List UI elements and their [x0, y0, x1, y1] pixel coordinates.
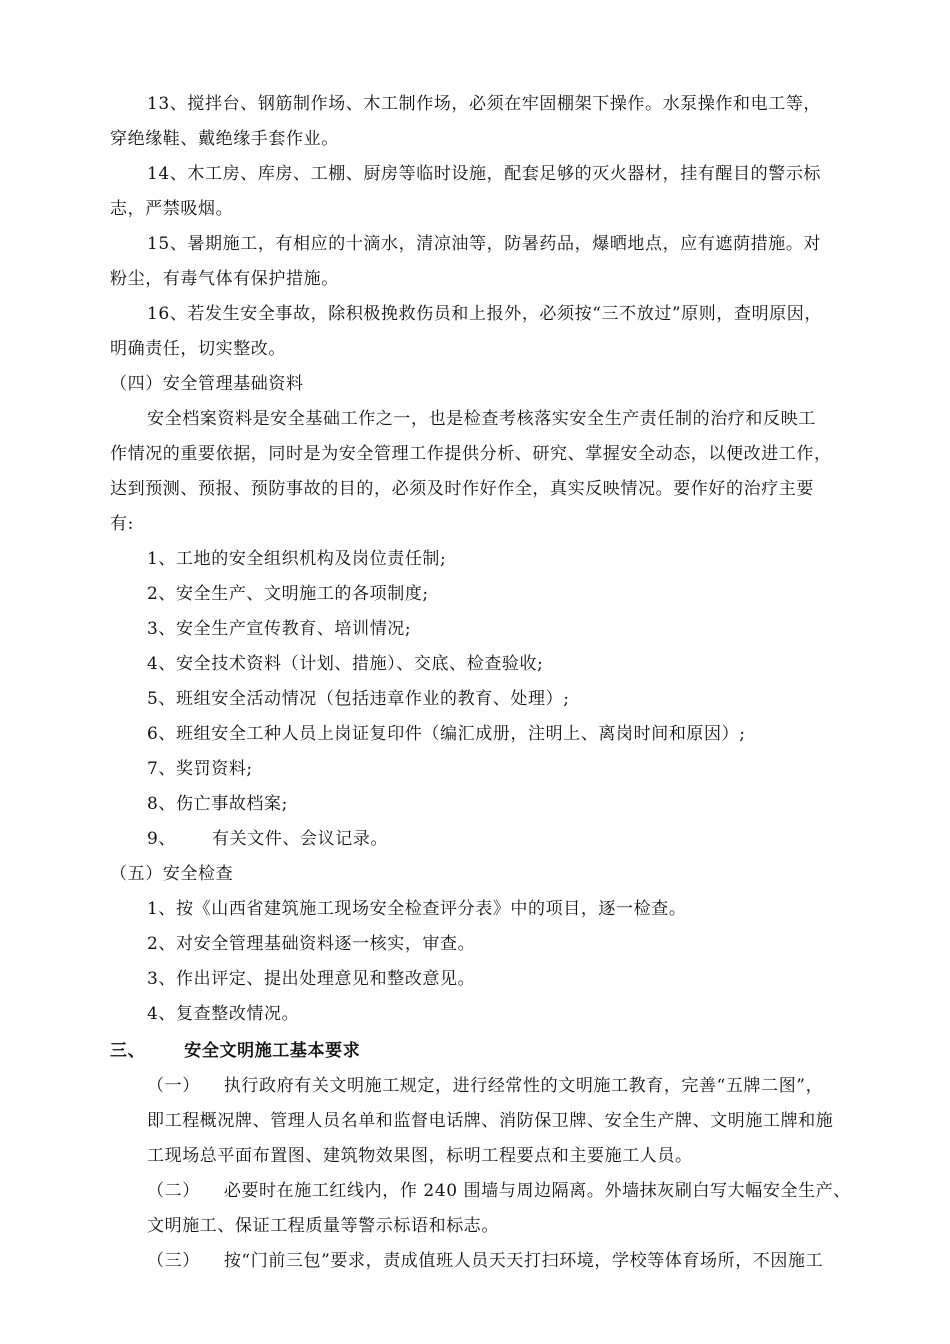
section-heading-4: （四）安全管理基础资料 [110, 374, 304, 394]
item-13-line-2: 穿绝缘鞋、戴绝缘手套作业。 [110, 129, 339, 149]
item-16-line-2: 明确责任，切实整改。 [110, 339, 286, 359]
paragraph-line: 达到预测、预报、预防事故的目的，必须及时作好作全，真实反映情况。要作好的治疗主要 [110, 479, 814, 499]
list-item: 6、班组安全工种人员上岗证复印件（编汇成册，注明上、离岗时间和原因）; [147, 724, 746, 744]
list-item: 4、复查整改情况。 [147, 1004, 300, 1024]
list-item: 5、班组安全活动情况（包括违章作业的教育、处理）; [147, 689, 570, 709]
requirement-1-line-2: 即工程概况牌、管理人员名单和监督电话牌、消防保卫牌、安全生产牌、文明施工牌和施 [147, 1111, 834, 1131]
list-item: 3、安全生产宣传教育、培训情况; [147, 619, 412, 639]
chapter-heading: 三、 安全文明施工基本要求 [110, 1041, 361, 1061]
requirement-1-line-1: （一） 执行政府有关文明施工规定，进行经常性的文明施工教育，完善“五牌二图”， [147, 1076, 824, 1096]
paragraph-line: 有: [110, 514, 134, 534]
item-14-line-2: 志，严禁吸烟。 [110, 199, 234, 219]
section-heading-5: （五）安全检查 [110, 864, 234, 884]
item-14-line-1: 14、木工房、库房、工棚、厨房等临时设施，配套足够的灭火器材，挂有醒目的警示标 [147, 164, 822, 184]
list-item: 4、安全技术资料（计划、措施）、交底、检查验收; [147, 654, 544, 674]
item-16-line-1: 16、若发生安全事故，除积极挽救伤员和上报外，必须按“三不放过”原则，查明原因， [147, 304, 823, 324]
list-item: 9、 有关文件、会议记录。 [147, 829, 389, 849]
list-item: 1、工地的安全组织机构及岗位责任制; [147, 549, 447, 569]
paragraph-line: 作情况的重要依据，同时是为安全管理工作提供分析、研究、掌握安全动态，以便改进工作， [110, 444, 832, 464]
requirement-3-line-1: （三） 按“门前三包”要求，责成值班人员天天打扫环境，学校等体育场所，不因施工 [147, 1251, 824, 1271]
list-item: 2、对安全管理基础资料逐一核实，审查。 [147, 934, 476, 954]
requirement-2-line-1: （二） 必要时在施工红线内，作 240 围墙与周边隔离。外墙抹灰刷白写大幅安全生产、 [147, 1181, 851, 1201]
requirement-1-line-3: 工现场总平面布置图、建筑物效果图，标明工程要点和主要施工人员。 [147, 1146, 693, 1166]
item-13-line-1: 13、搅拌台、钢筋制作场、木工制作场，必须在牢固棚架下操作。水泵操作和电工等， [147, 94, 822, 114]
list-item: 7、奖罚资料; [147, 759, 253, 779]
item-15-line-1: 15、暑期施工，有相应的十滴水，清凉油等，防暑药品，爆晒地点，应有遮荫措施。对 [147, 234, 822, 254]
list-item: 1、按《山西省建筑施工现场安全检查评分表》中的项目，逐一检查。 [147, 899, 687, 919]
list-item: 2、安全生产、文明施工的各项制度; [147, 584, 429, 604]
item-15-line-2: 粉尘，有毒气体有保护措施。 [110, 269, 339, 289]
paragraph-line: 安全档案资料是安全基础工作之一，也是检查考核落实安全生产责任制的治疗和反映工 [147, 409, 816, 429]
list-item: 3、作出评定、提出处理意见和整改意见。 [147, 969, 476, 989]
list-item: 8、伤亡事故档案; [147, 794, 288, 814]
requirement-2-line-2: 文明施工、保证工程质量等警示标语和标志。 [147, 1216, 499, 1236]
